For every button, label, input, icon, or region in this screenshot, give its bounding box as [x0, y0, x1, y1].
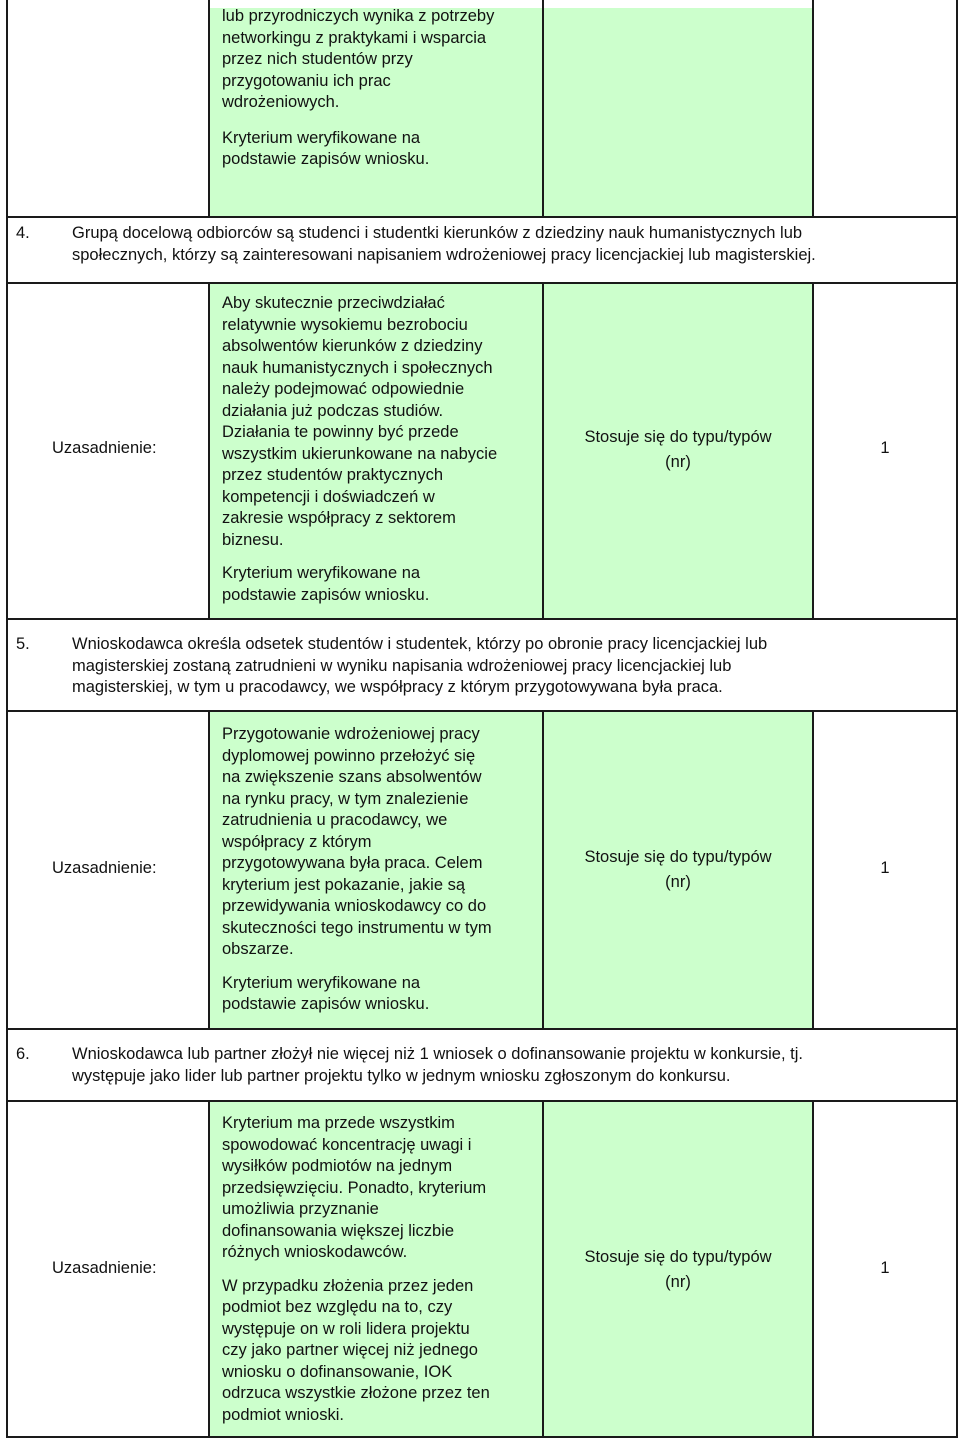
- rule: [6, 618, 958, 620]
- text-line: współpracy z którym: [222, 832, 372, 851]
- applies-to-types: [544, 845, 812, 895]
- text-line: podmiot wnioski.: [222, 1405, 344, 1424]
- justification-label: Uzasadnienie:: [52, 1259, 157, 1277]
- rule: [6, 1436, 958, 1438]
- text-line: dofinansowania większej liczbie: [222, 1221, 455, 1240]
- criterion-text: [72, 223, 952, 266]
- rule: [6, 282, 958, 284]
- justification-text: [222, 724, 540, 1016]
- verification-line: Kryterium weryfikowane na: [222, 973, 421, 992]
- rule: [6, 1100, 958, 1102]
- text-line: obszarze.: [222, 940, 294, 958]
- verification-line: podstawie zapisów wniosku.: [222, 585, 430, 604]
- text-line: przez studentów praktycznych: [222, 466, 444, 484]
- criterion-number: 4.: [16, 224, 30, 242]
- text-line: wysiłków podmiotów na jednym: [222, 1157, 453, 1175]
- top-applies-bg: [544, 8, 812, 216]
- text-line: Wnioskodawca określa odsetek studentów i studentek, którzy po obronie pracy licencjackiej lub: [72, 635, 768, 653]
- top-justification: [222, 6, 540, 171]
- text-line: biznesu.: [222, 530, 284, 549]
- text-line: przedsięwzięciu. Ponadto, kryterium: [222, 1178, 487, 1197]
- text-line: Przygotowanie wdrożeniowej pracy: [222, 725, 480, 743]
- text-line: magisterskiej zostaną zatrudnieni w wyniku napisania wdrożeniowej pracy licencjackiej lub: [72, 656, 732, 675]
- text-line: (nr): [665, 873, 691, 891]
- text-line: podmiot bez względu na to, czy: [222, 1298, 453, 1316]
- text-line: zatrudnienia u pracodawcy, we: [222, 811, 448, 829]
- text-line: dyplomowej powinno przełożyć się: [222, 746, 476, 765]
- rule: [208, 1100, 210, 1438]
- verification-line: podstawie zapisów wniosku.: [222, 995, 430, 1013]
- text-line: Stosuje się do typu/typów: [584, 848, 772, 866]
- text-line: Aby skutecznie przeciwdziałać: [222, 294, 445, 312]
- text-line: (nr): [665, 453, 691, 471]
- criterion-number: 6.: [16, 1045, 30, 1063]
- rule: [812, 0, 814, 218]
- text-line: odrzuca wszystkie złożone przez ten: [222, 1384, 490, 1402]
- text-line: Stosuje się do typu/typów: [584, 428, 772, 446]
- text-line: umożliwia przyznanie: [222, 1200, 379, 1218]
- text-line: Kryterium ma przede wszystkim: [222, 1114, 455, 1132]
- text-line: społecznych, którzy są zainteresowani napisaniem wdrożeniowej pracy licencjackiej lub magisterskiej.: [72, 245, 816, 264]
- applies-to-types: [544, 425, 812, 475]
- text-line: lub przyrodniczych wynika z potrzeby: [222, 7, 495, 25]
- criterion-text: [72, 634, 952, 699]
- criterion-value: 1: [880, 439, 890, 457]
- text-line: kompetencji i doświadczeń w: [222, 487, 435, 506]
- text-line: zakresie współpracy z sektorem: [222, 509, 456, 527]
- text-line: spowodować koncentrację uwagi i: [222, 1135, 472, 1154]
- text-line: absolwentów kierunków z dziedziny: [222, 337, 483, 355]
- rule: [6, 0, 8, 1438]
- text-line: różnych wnioskodawców.: [222, 1243, 408, 1261]
- text-line: na rynku pracy, w tym znalezienie: [222, 789, 469, 808]
- justification-label: Uzasadnienie:: [52, 859, 157, 877]
- text-line: przygotowaniu ich prac: [222, 71, 391, 90]
- text-line: nauk humanistycznych i społecznych: [222, 358, 493, 377]
- text-line: występuje jako lider lub partner projektu tylko w jednym wniosku zgłoszonym do konkursu.: [72, 1066, 731, 1085]
- text-line: magisterskiej, w tym u pracodawcy, we współpracy z którym przygotowywana była praca.: [72, 678, 723, 696]
- text-line: wniosku o dofinansowanie, IOK: [222, 1362, 453, 1381]
- text-line: Stosuje się do typu/typów: [584, 1248, 772, 1266]
- verification-line: Kryterium weryfikowane na: [222, 564, 421, 582]
- text-line: wdrożeniowych.: [222, 93, 340, 111]
- applies-to-types: [544, 1245, 812, 1295]
- text-line: kryterium jest pokazanie, jakie są: [222, 875, 466, 894]
- text-line: Wnioskodawca lub partner złożył nie więcej niż 1 wniosek o dofinansowanie projektu w konkursie, tj.: [72, 1045, 803, 1063]
- text-line: na zwiększenie szans absolwentów: [222, 768, 482, 786]
- criterion-text: [72, 1044, 952, 1087]
- rule: [208, 282, 210, 620]
- rule: [6, 710, 958, 712]
- text-line: przez nich studentów przy: [222, 50, 413, 68]
- text-line: (nr): [665, 1273, 691, 1291]
- text-line: wszystkim ukierunkowane na nabycie: [222, 444, 498, 463]
- text-line: W przypadku złożenia przez jeden: [222, 1276, 474, 1295]
- verification-line: podstawie zapisów wniosku.: [222, 150, 430, 168]
- text-line: Grupą docelową odbiorców są studenci i studentki kierunków z dziedziny nauk humanistycznych lub: [72, 224, 803, 242]
- text-line: przewidywania wnioskodawcy co do: [222, 897, 487, 915]
- verification-line: Kryterium weryfikowane na: [222, 128, 421, 147]
- text-line: relatywnie wysokiemu bezrobociu: [222, 315, 468, 334]
- criterion-value: 1: [880, 1259, 890, 1277]
- criterion-value: 1: [880, 859, 890, 877]
- text-line: czy jako partner więcej niż jednego: [222, 1341, 478, 1359]
- justification-label: Uzasadnienie:: [52, 439, 157, 457]
- justification-text: [222, 1113, 540, 1426]
- rule: [208, 0, 210, 218]
- text-line: przygotowywana była praca. Celem: [222, 854, 483, 872]
- text-line: działania już podczas studiów.: [222, 401, 444, 420]
- text-line: występuje on w roli lidera projektu: [222, 1319, 470, 1338]
- rule: [208, 710, 210, 1030]
- text-line: skuteczności tego instrumentu w tym: [222, 918, 492, 937]
- justification-text: [222, 293, 540, 606]
- criterion-number: 5.: [16, 635, 30, 653]
- rule: [956, 0, 958, 1438]
- text-line: Działania te powinny być przede: [222, 423, 459, 441]
- rule: [6, 1028, 958, 1030]
- rule: [6, 216, 958, 218]
- rule: [542, 0, 544, 218]
- text-line: należy podejmować odpowiednie: [222, 380, 465, 398]
- text-line: networkingu z praktykami i wsparcia: [222, 28, 487, 47]
